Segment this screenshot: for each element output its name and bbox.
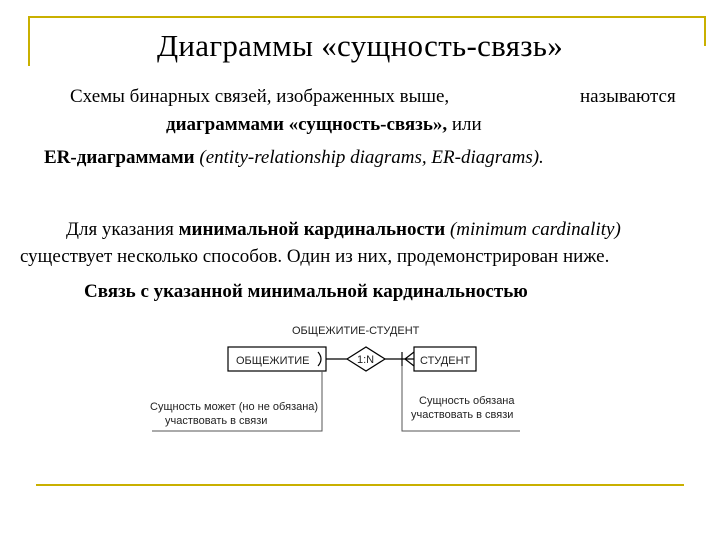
slide-title: Диаграммы «сущность-связь» bbox=[156, 28, 564, 63]
para1-line2-bold: диаграммами «сущность-связь», bbox=[166, 114, 448, 135]
note-right-line2: участвовать в связи bbox=[411, 409, 514, 421]
note-left-line2: участвовать в связи bbox=[165, 415, 268, 427]
relationship-label: ОБЩЕЖИТИЕ-СТУДЕНТ bbox=[292, 325, 420, 337]
para1-line3-italic: (entity-relationship diagrams, ER-diagrams). bbox=[194, 147, 544, 168]
para2-line1-a: Для указания bbox=[66, 219, 179, 240]
para1-line3-bold: ER-диаграммами bbox=[44, 147, 195, 168]
para1-line2-rest: или bbox=[447, 114, 482, 135]
para2-line1-italic: (minimum cardinality) bbox=[445, 219, 621, 240]
para1-line1-text: Схемы бинарных связей, изображенных выше, bbox=[70, 86, 450, 107]
optional-marker bbox=[318, 352, 321, 366]
note-left-line1: Сущность может (но не обязана) bbox=[150, 401, 319, 413]
crowfoot-lower bbox=[405, 359, 414, 366]
entity-left-label: ОБЩЕЖИТИЕ bbox=[236, 355, 310, 367]
subheading: Связь с указанной минимальной кардинальностью bbox=[84, 281, 528, 302]
para2-line1-bold: минимальной кардинальности bbox=[178, 219, 446, 240]
crowfoot-upper bbox=[405, 352, 414, 359]
para2-line2-text: существует несколько способов. Один из них, продемонстрирован ниже. bbox=[20, 246, 610, 267]
cardinality-label: 1:N bbox=[357, 354, 375, 366]
para1-line1b-text: называются bbox=[580, 86, 676, 107]
entity-right-label: СТУДЕНТ bbox=[420, 355, 471, 367]
note-right-line1: Сущность обязана bbox=[419, 395, 515, 407]
